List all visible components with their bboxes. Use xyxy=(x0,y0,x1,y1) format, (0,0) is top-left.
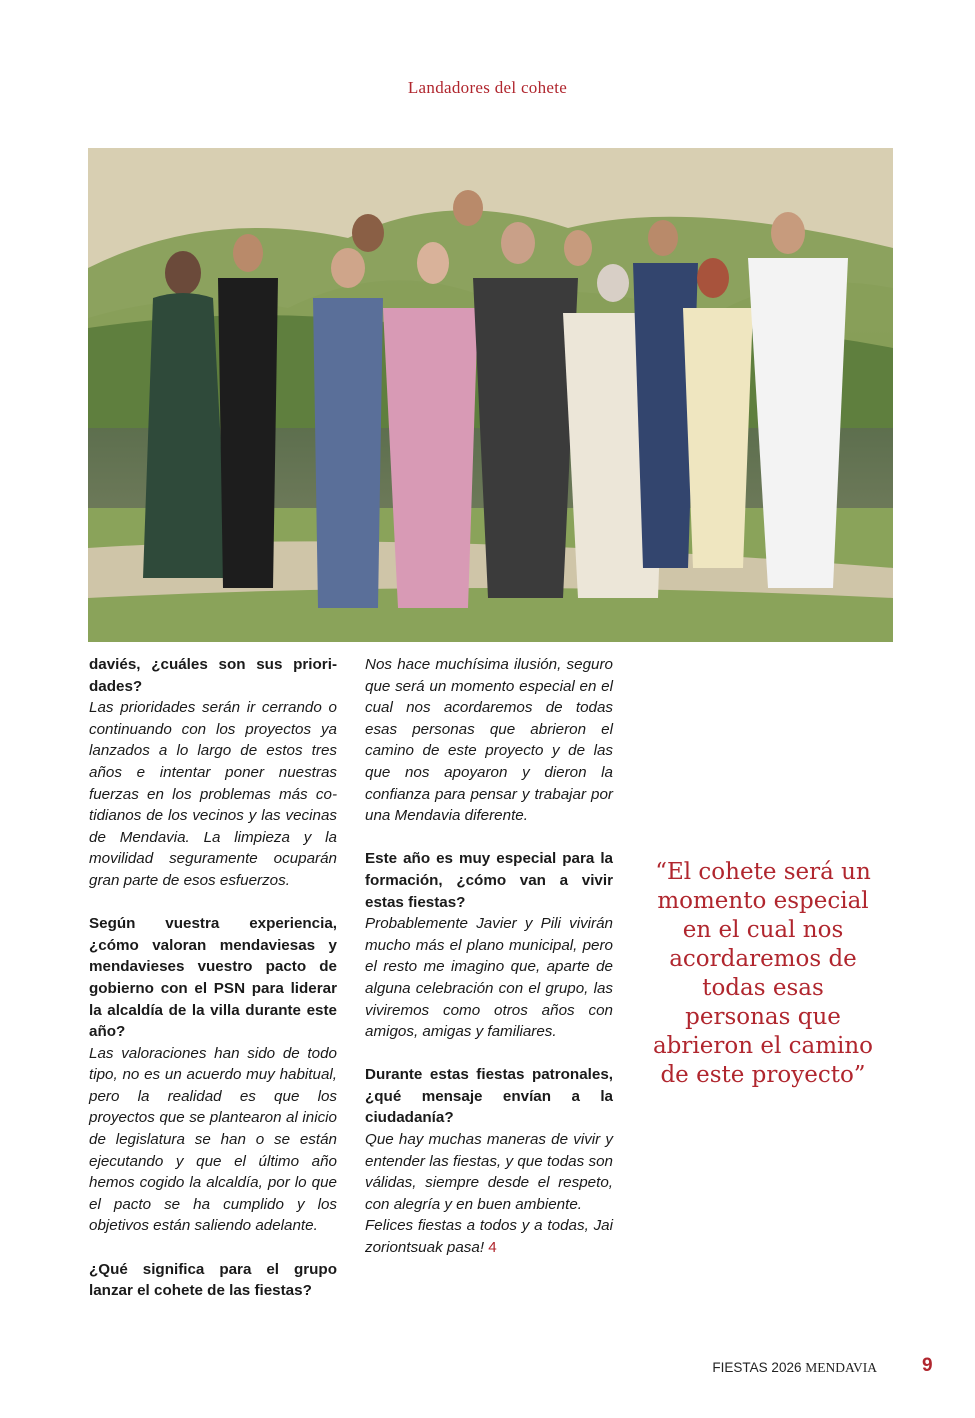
page-footer xyxy=(712,1360,877,1376)
question-3: ¿Qué significa para el grupo lanzar el cohete de las fiestas? xyxy=(89,1260,337,1300)
closing-line xyxy=(365,1215,613,1258)
answer-4: Probablemente Javier y Pili vivirán mucho más el plano municipal, pero el resto me imagino que, aparte de alguna celebración con el grupo, las viviremos como otros años con amigos, amigas y familiares. xyxy=(365,915,613,1041)
question-4: Este año es muy especial para la formación, ¿cómo van a vivir estas fiestas? xyxy=(365,850,613,911)
closing-text: Felices fiestas a todos y a todas, Jai zoriontsuak pasa! xyxy=(365,1217,613,1257)
pull-quote: “El cohete será un momento especial en el cual nos acordaremos de todas esas personas que abrieron el camino de este proyecto” xyxy=(652,859,874,1088)
footer-label: FIESTAS 2026 xyxy=(712,1360,802,1375)
group-photo-illustration xyxy=(88,148,893,642)
question-1-end: daviés, ¿cuáles son sus prioridades? xyxy=(89,656,337,695)
section-title: Landadores del cohete xyxy=(407,78,568,97)
footer-magazine: MENDAVIA xyxy=(805,1360,877,1375)
answer-5: Que hay muchas maneras de vivir y entender las fiestas, y que todas son válidas, siempre desde el respeto, con alegría y en buen ambiente. xyxy=(365,1131,613,1213)
answer-1: Las prioridades serán ir cerrando o continuando con los proyectos ya lanzados a lo largo de estos tres años e intentar poner nuestras fuerzas en los problemas más cotidianos de los vecinos y las vecinas de Mendavia. La limpieza y la movilidad seguramente ocuparán gran parte de esos esfuerzos. xyxy=(89,699,337,889)
answer-2: Las valoraciones han sido de todo tipo, no es un acuerdo muy habitual, pero la realidad es que los proyectos que se plantearon al inicio de legislatura se han o se están ejecutando y que el último año hemos cogido la alcaldía, por lo que el pacto se ha cumplido y los objetivos están saliendo adelante. xyxy=(89,1044,337,1235)
question-5: Durante estas fiestas patronales, ¿qué mensaje envían a la ciudadanía? xyxy=(365,1066,613,1127)
question-2: Según vuestra experiencia, ¿cómo valoran mendaviesas y mendavieses vuestro pacto de gobierno con el PSN para liderar la alcaldía de la villa durante este año? xyxy=(89,915,337,1041)
page-number: 9 xyxy=(922,1355,933,1376)
group-photo xyxy=(88,148,893,642)
article-column-2 xyxy=(365,654,613,1259)
article-column-1 xyxy=(89,654,337,1302)
end-mark: 4 xyxy=(488,1239,497,1257)
answer-3: Nos hace muchísima ilusión, seguro que será un momento especial en el cual nos acordaremos de todas esas personas que abrieron el camino de este proyecto y de las que nos apoyaron y dieron la confianza para pensar y trabajar por una Mendavia diferente. xyxy=(365,656,613,825)
